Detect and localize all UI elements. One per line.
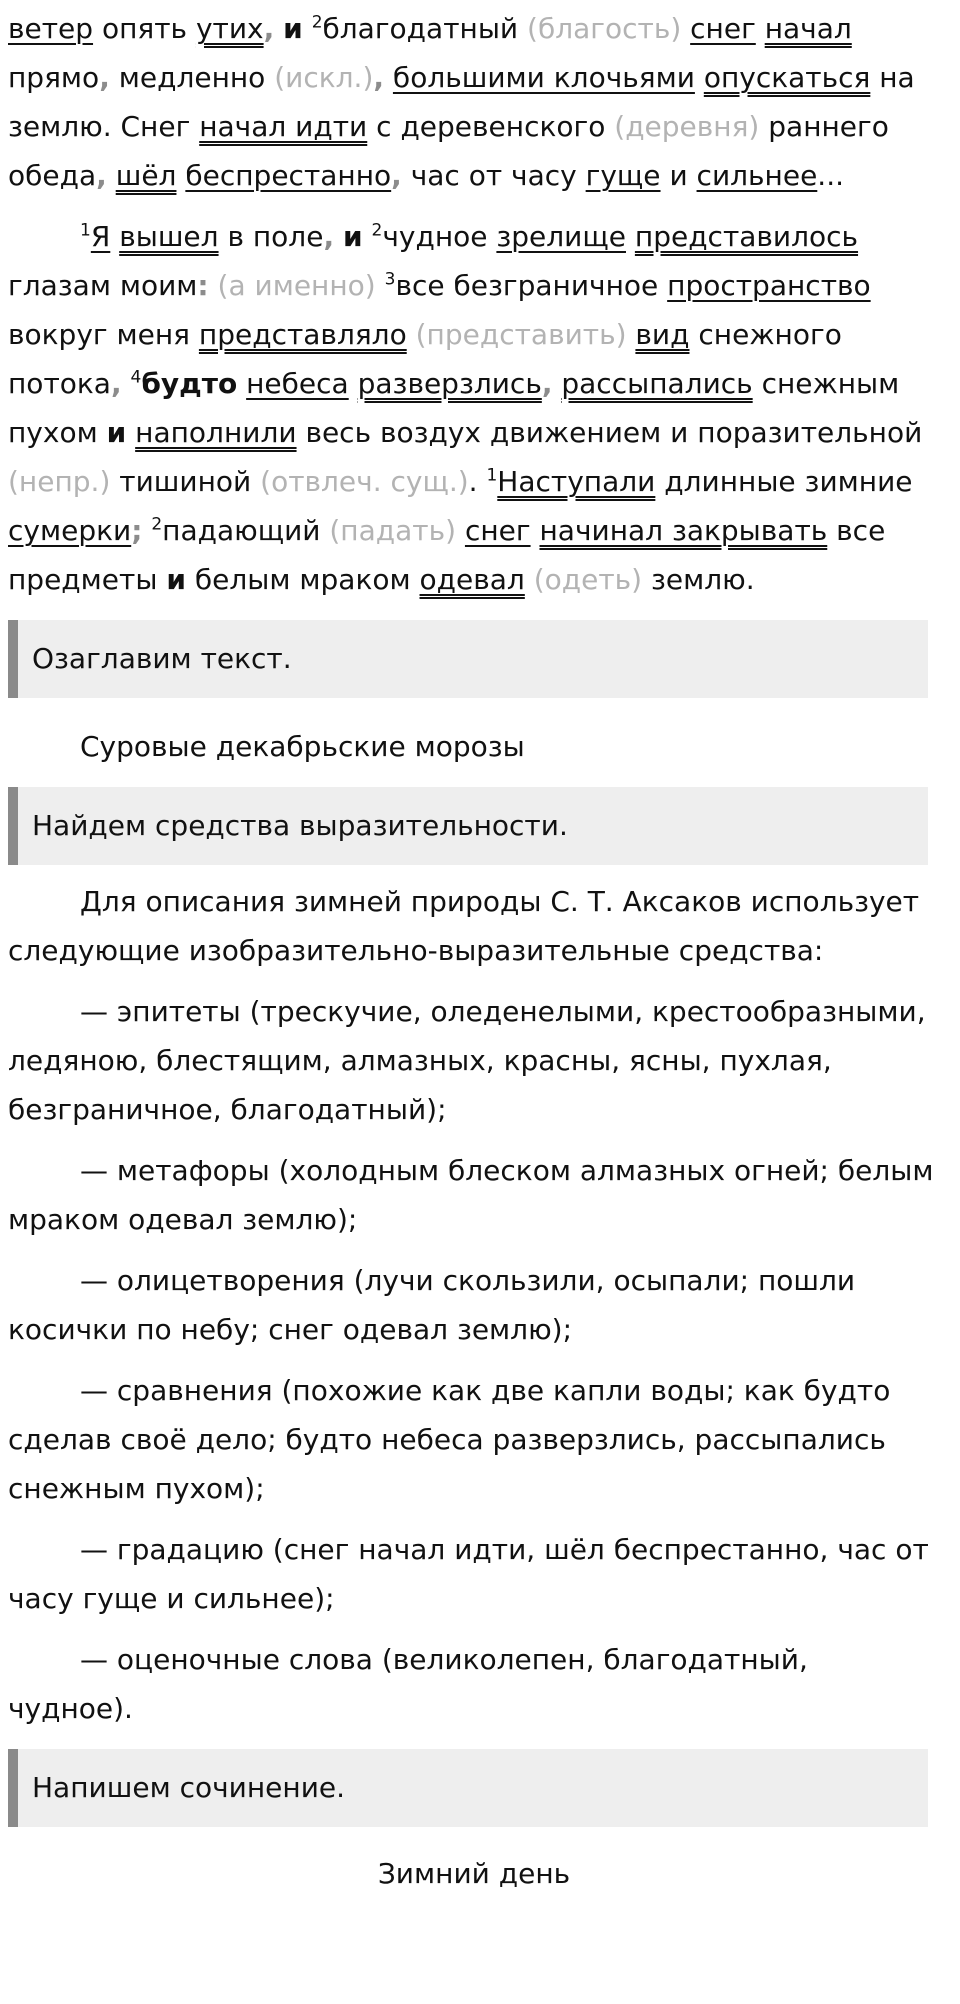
word: на землю. Снег (8, 61, 915, 143)
essay-title: Зимний день (377, 1857, 571, 1890)
word: глазам моим (8, 269, 198, 302)
word: ... (817, 159, 844, 192)
word: ветер (8, 12, 94, 45)
word: прямо (8, 61, 100, 94)
conjunction: и (106, 416, 127, 449)
word: рассыпались (561, 367, 753, 400)
word: снег (464, 514, 531, 547)
means-intro: Для описания зимней природы С. Т. Аксаков использует следующие изобразительно-выразительные средства: (8, 885, 920, 967)
comma-mark: , (263, 12, 275, 45)
word: гуще (585, 159, 661, 192)
word: начал (764, 12, 852, 45)
essay-title-suggestion: Суровые декабрьские морозы (80, 730, 525, 763)
word: все безграничное (395, 269, 659, 302)
word: беспрестанно (185, 159, 392, 192)
comma-mark: , (96, 159, 107, 192)
word: в поле (227, 220, 324, 253)
word: час от часу (410, 159, 577, 192)
note: (представить) (415, 318, 627, 351)
means-item-gradation: — градацию (снег начал идти, шёл беспрестанно, час от часу гуще и сильнее); (8, 1533, 929, 1615)
word: большими клочьями (392, 61, 695, 94)
clause-number: 2 (311, 12, 323, 33)
word: наполнили (135, 416, 297, 449)
word: раннего обеда (8, 110, 889, 192)
word: благодатный (322, 12, 519, 45)
note: (непр.) (8, 465, 111, 498)
word: сильнее (696, 159, 818, 192)
word: пространство (667, 269, 871, 302)
word: начинал закрывать (539, 514, 828, 547)
word: Я (90, 220, 111, 253)
word: чудное (382, 220, 488, 253)
note: (падать) (329, 514, 457, 547)
comma-mark: , (391, 159, 402, 192)
word: сумерки (8, 514, 132, 547)
clause-number: 1 (80, 220, 91, 241)
comma-mark: , (373, 61, 385, 94)
note: (деревня) (614, 110, 760, 143)
word: разверзлись (357, 367, 542, 400)
word: с деревенского (376, 110, 606, 143)
means-item-comparisons: — сравнения (похожие как две капли воды; как будто сделав своё дело; будто небеса разверзлись, рассыпались снежным пухом); (8, 1374, 891, 1505)
word: небеса (246, 367, 349, 400)
means-item-epithets: — эпитеты (трескучие, оледенелыми, крестообразными, ледяною, блестящим, алмазных, красны, ясны, пухлая, безграничное, благодатный); (8, 995, 926, 1126)
word: медленно (118, 61, 266, 94)
word: белым мраком (194, 563, 411, 596)
note: (одеть) (533, 563, 643, 596)
word: опускаться (703, 61, 871, 94)
word: Наступали (497, 465, 656, 498)
conjunction: и (342, 220, 363, 253)
word: начал идти (199, 110, 368, 143)
clause-number: 1 (486, 465, 498, 486)
text-fragment-main: $^1$Я вышел в поле, и $^2$чудное зрелище представилось глазам моим: (а именно) $^3$все безграничное пространство вокруг меня представляло (представить) вид снежного потока, $^4$будто небеса разверзлись, рассыпались снежным пухом и наполнили весь воздух движением и поразительной (непр.) тишиной (отвлеч. сущ.). $^1$Наступали длинные зимние сумерки; $^2$падающий (падать) снег начинал закрывать все предметы и белым мраком одевал (одеть) землю. (8, 220, 923, 596)
means-item-personification: — олицетворения (лучи скользили, осыпали; пошли косички по небу; снег одевал землю); (8, 1264, 856, 1346)
comma-mark: , (110, 367, 122, 400)
comma-mark: , (323, 220, 335, 253)
colon-mark: : (197, 269, 209, 302)
section-header-title: Озаглавим текст. (8, 620, 928, 698)
word: вышел (119, 220, 219, 253)
clause-number: 4 (130, 367, 142, 388)
clause-number: 2 (151, 514, 163, 535)
word: весь воздух движением и поразительной (305, 416, 923, 449)
conjunction: и (283, 12, 303, 45)
word: вид (635, 318, 690, 351)
word: шёл (115, 159, 177, 192)
word: вокруг меня (8, 318, 190, 351)
word: все предметы (8, 514, 886, 596)
clause-number: 2 (371, 220, 383, 241)
semicolon-mark: ; (131, 514, 143, 547)
comma-mark: , (541, 367, 553, 400)
text-fragment-top (8, 4, 940, 200)
page (0, 4, 960, 2004)
word: снежным пухом (8, 367, 900, 449)
word: опять (101, 12, 188, 45)
word: одевал (419, 563, 525, 596)
word: и (669, 159, 688, 192)
note: (благость) (527, 12, 682, 45)
word: представляло (198, 318, 407, 351)
means-item-metaphors: — метафоры (холодным блеском алмазных огней; белым мраком одевал землю); (8, 1154, 934, 1236)
word: землю. (651, 563, 755, 596)
conjunction: будто (141, 367, 238, 400)
note: (а именно) (217, 269, 376, 302)
conjunction: и (166, 563, 186, 596)
word: утих (195, 12, 264, 45)
section-header-essay: Напишем сочинение. (8, 1749, 928, 1827)
word: тишиной (119, 465, 252, 498)
word: длинные зимние (664, 465, 913, 498)
word: падающий (162, 514, 321, 547)
comma-mark: , (99, 61, 110, 94)
note: (искл.) (274, 61, 374, 94)
word: снежного потока (8, 318, 842, 400)
word: снег (690, 12, 756, 45)
means-item-evaluative: — оценочные слова (великолепен, благодатный, чудное). (8, 1643, 808, 1725)
clause-number: 3 (384, 269, 396, 290)
section-header-means: Найдем средства выразительности. (8, 787, 928, 865)
note: (отвлеч. сущ.) (260, 465, 469, 498)
word: зрелище (496, 220, 626, 253)
word: представилось (634, 220, 859, 253)
